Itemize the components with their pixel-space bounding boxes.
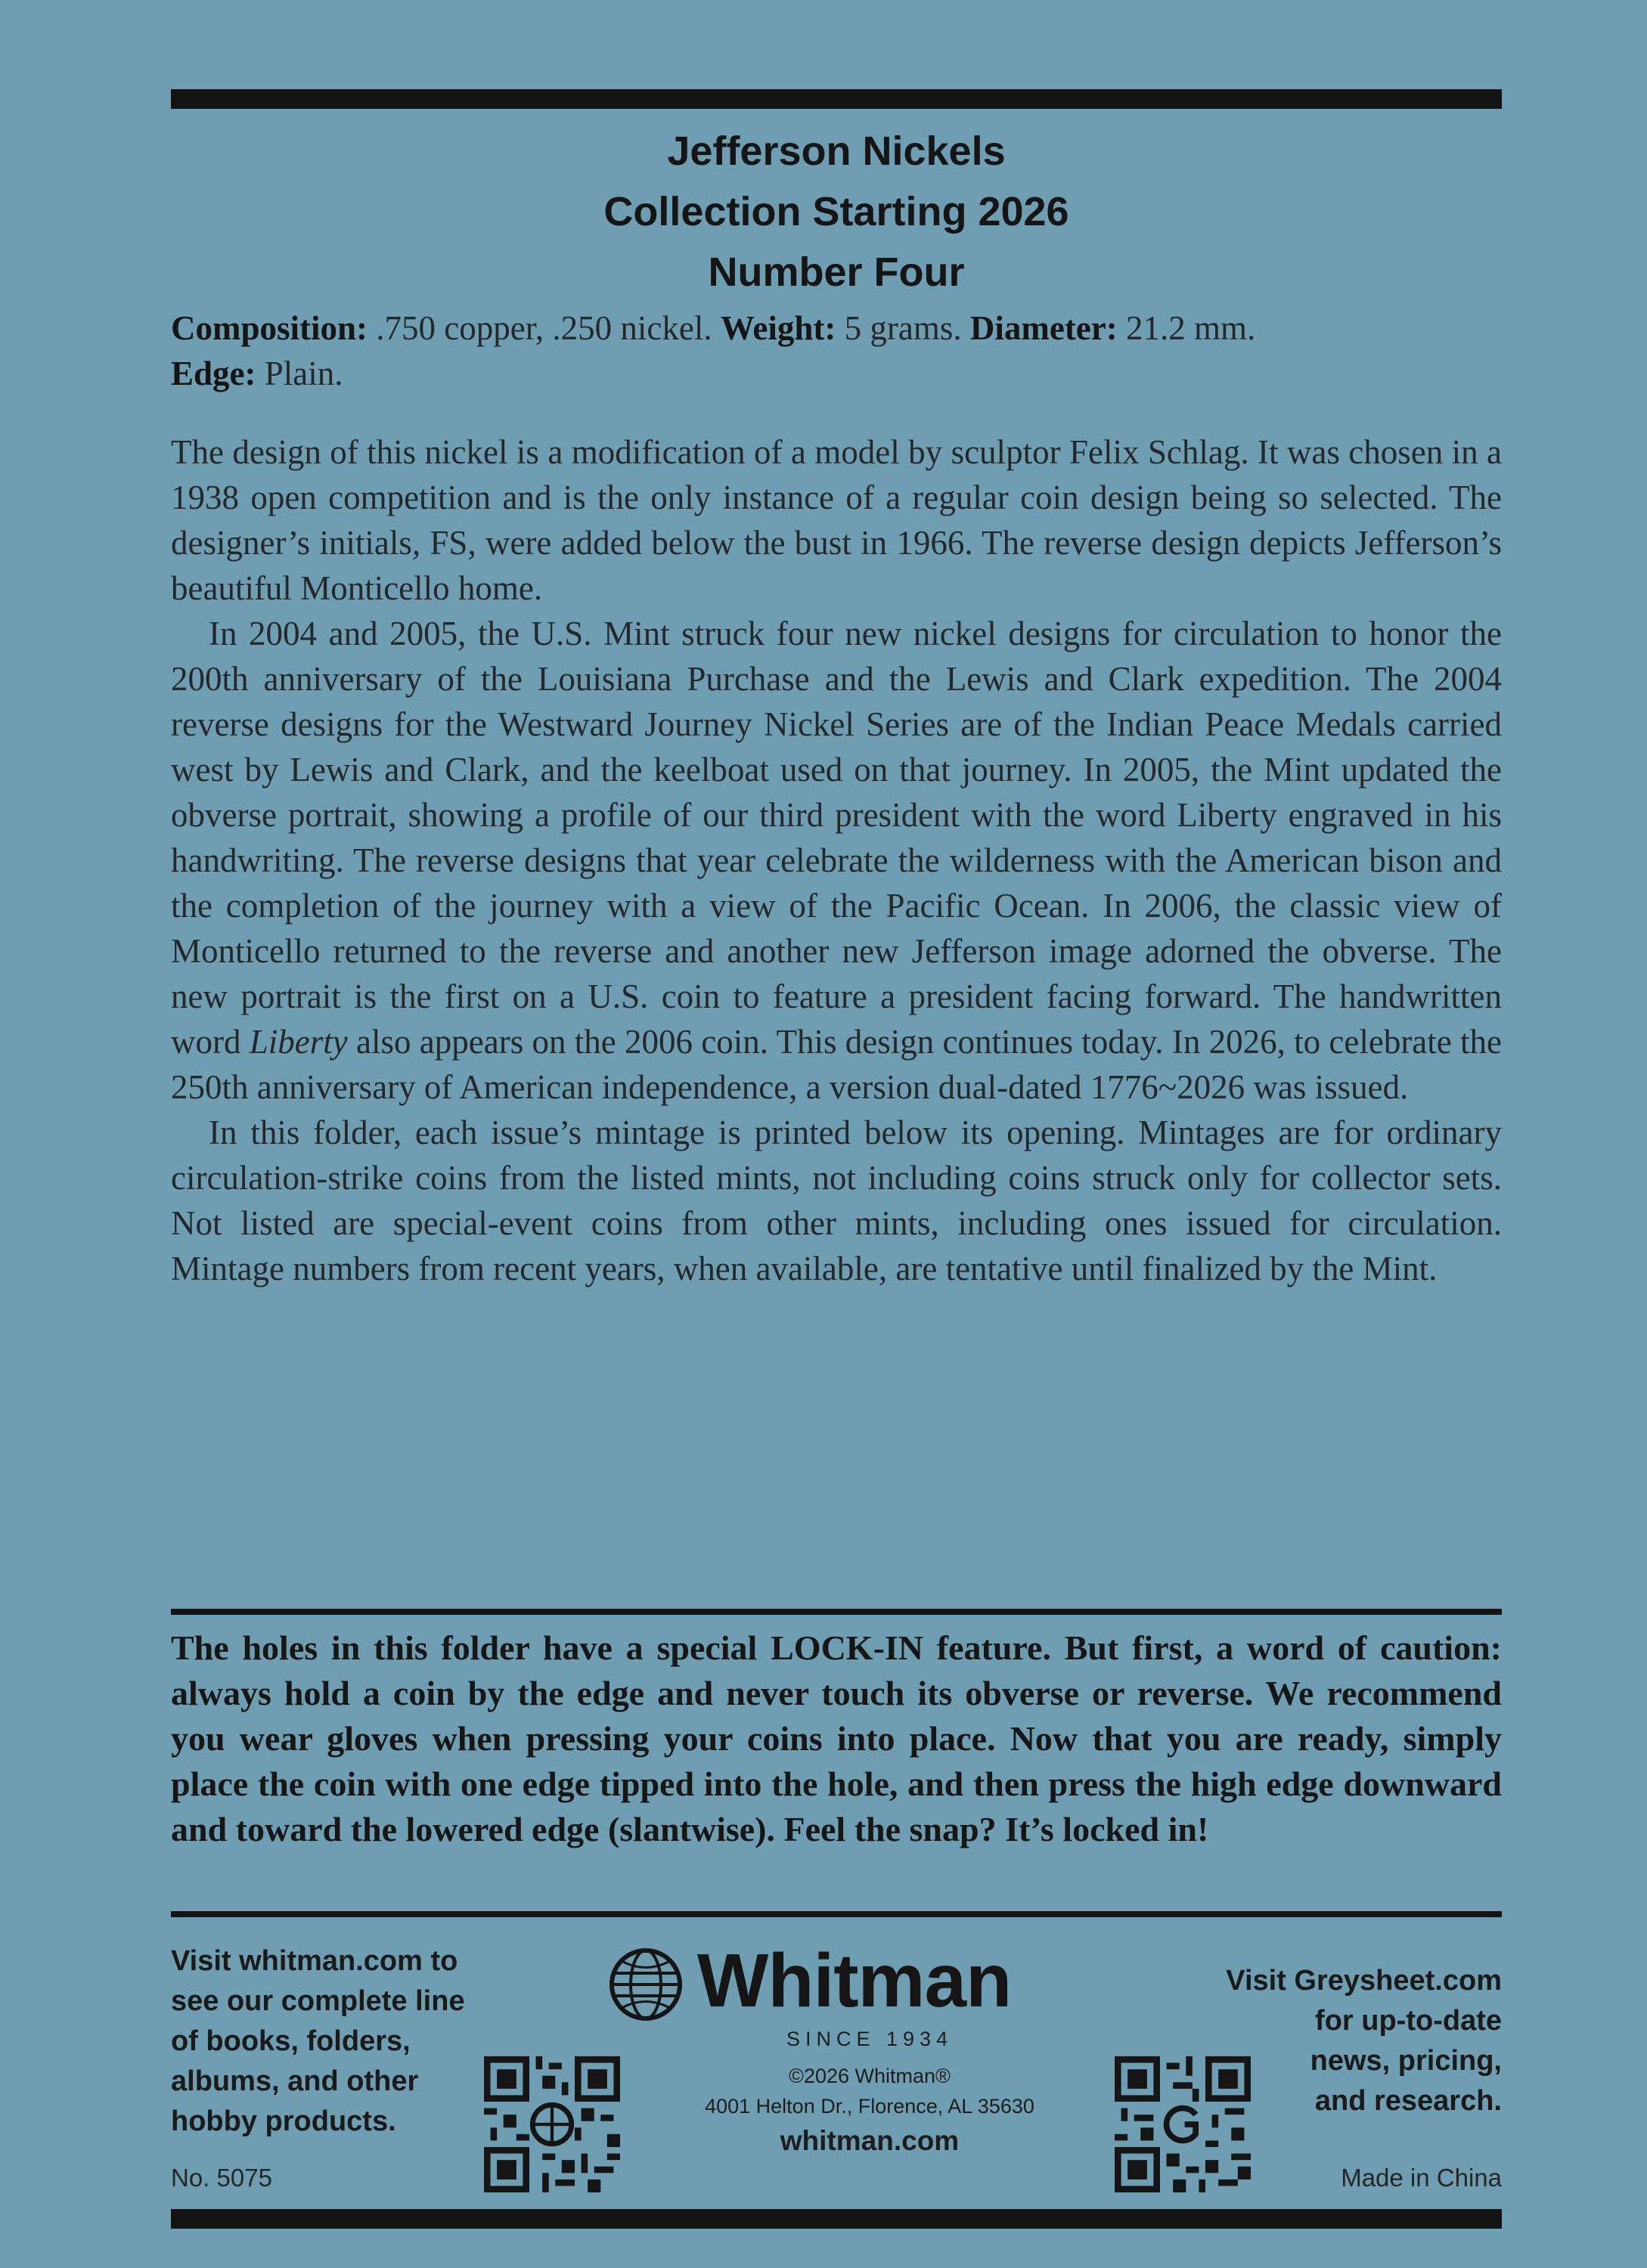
qr-code-icon: [484, 2056, 620, 2192]
promo-line: see our complete line: [171, 1985, 465, 2017]
lockin-instructions: The holes in this folder have a special LOCK-IN feature. But first, a word of caution: always hold a coin by the edge and never touch its obverse or reverse. We recommend you wear gloves when pressing your coins into place. Now that you are ready, simply place the coin with one edge tipped into the hole, and then press the high edge downward and toward the lowered edge (slantwise). Feel the snap? It’s locked in!: [171, 1628, 1502, 1848]
promo-line: and research.: [1314, 2085, 1502, 2117]
greysheet-promo: [1154, 1961, 1502, 2121]
weight-label: Weight:: [720, 309, 836, 347]
promo-line: news, pricing,: [1310, 2045, 1502, 2077]
bottom-rule: [171, 2209, 1502, 2229]
made-in: Made in China: [1341, 2164, 1502, 2192]
since-text: SINCE 1934: [786, 2028, 954, 2050]
diameter-value: 21.2 mm.: [1117, 309, 1256, 347]
publisher-info: [658, 2061, 1081, 2161]
promo-line: hobby products.: [171, 2105, 396, 2137]
promo-line: Visit whitman.com to: [171, 1945, 458, 1977]
whitman-globe-icon: [608, 1947, 684, 2022]
promo-line: of books, folders,: [171, 2025, 411, 2057]
paragraph-2-text-end: also appears on the 2006 coin. This design continues today. In 2026, to celebrate the 250th anniversary of American independence, a version dual-dated 1776~2026 was issued.: [171, 1023, 1503, 1106]
lockin-bottom-rule: [171, 1911, 1502, 1917]
lockin-top-rule: [171, 1609, 1502, 1615]
specifications: [171, 305, 1502, 396]
composition-value: .750 copper, .250 nickel.: [368, 309, 721, 347]
paragraph-2-text: In 2004 and 2005, the U.S. Mint struck four new nickel designs for circulation to honor the 200th anniversary of the Louisiana Purchase and the Lewis and Clark expedition. The 2004 reverse designs for the Westward Journey Nickel Series are of the Indian Peace Medals carried west by Lewis and Clark, and the keelboat used on that journey. In 2005, the Mint updated the obverse portrait, showing a profile of our third president with the word Liberty engraved in his handwriting. The reverse designs that year celebrate the wilderness with the American bison and the completion of the journey with a view of the Pacific Ocean. In 2006, the classic view of Monticello returned to the reverse and another new Jefferson image adorned the obverse. The new portrait is the first on a U.S. coin to feature a president facing forward. The handwritten word: [171, 615, 1502, 1061]
edge-value: Plain.: [256, 355, 343, 392]
edge-label: Edge:: [171, 355, 256, 392]
address: 4001 Helton Dr., Florence, AL 35630: [705, 2095, 1034, 2118]
page-subtitle: Collection Starting 2026: [603, 189, 1069, 234]
logo-wordmark: Whitman: [697, 1938, 1012, 2023]
page-title: Jefferson Nickels: [667, 129, 1006, 174]
liberty-italic: Liberty: [249, 1023, 348, 1061]
promo-line: for up-to-date: [1315, 2005, 1502, 2037]
title-block: [171, 121, 1502, 302]
website-link[interactable]: whitman.com: [780, 2125, 960, 2156]
composition-label: Composition:: [171, 309, 368, 347]
promo-line: Visit Greysheet.com: [1226, 1965, 1502, 1997]
promo-line: albums, and other: [171, 2065, 419, 2097]
description: [171, 429, 1502, 1291]
top-rule: [171, 89, 1502, 109]
item-number: No. 5075: [171, 2164, 272, 2192]
weight-value: 5 grams.: [836, 309, 970, 347]
description-paragraph-1: The design of this nickel is a modification of a model by sculptor Felix Schlag. It was chosen in a 1938 open competition and is the only instance of a regular coin design being so selected. The designer’s initials, FS, were added below the bust in 1966. The reverse design depicts Jefferson’s beautiful Monticello home.: [171, 433, 1502, 607]
whitman-logo: [605, 1938, 1066, 2023]
diameter-label: Diameter:: [969, 309, 1118, 347]
description-paragraph-2: [171, 611, 1502, 1110]
description-paragraph-3: In this folder, each issue’s mintage is printed below its opening. Mintages are for ordinary circulation-strike coins from the listed mints, not including coins struck only for collector sets. Not listed are special-event coins from other mints, including ones issued for circulation. Mintage numbers from recent years, when available, are tentative until finalized by the Mint.: [171, 1114, 1502, 1287]
copyright: ©2026 Whitman®: [789, 2065, 951, 2087]
folder-number: Number Four: [708, 249, 965, 295]
